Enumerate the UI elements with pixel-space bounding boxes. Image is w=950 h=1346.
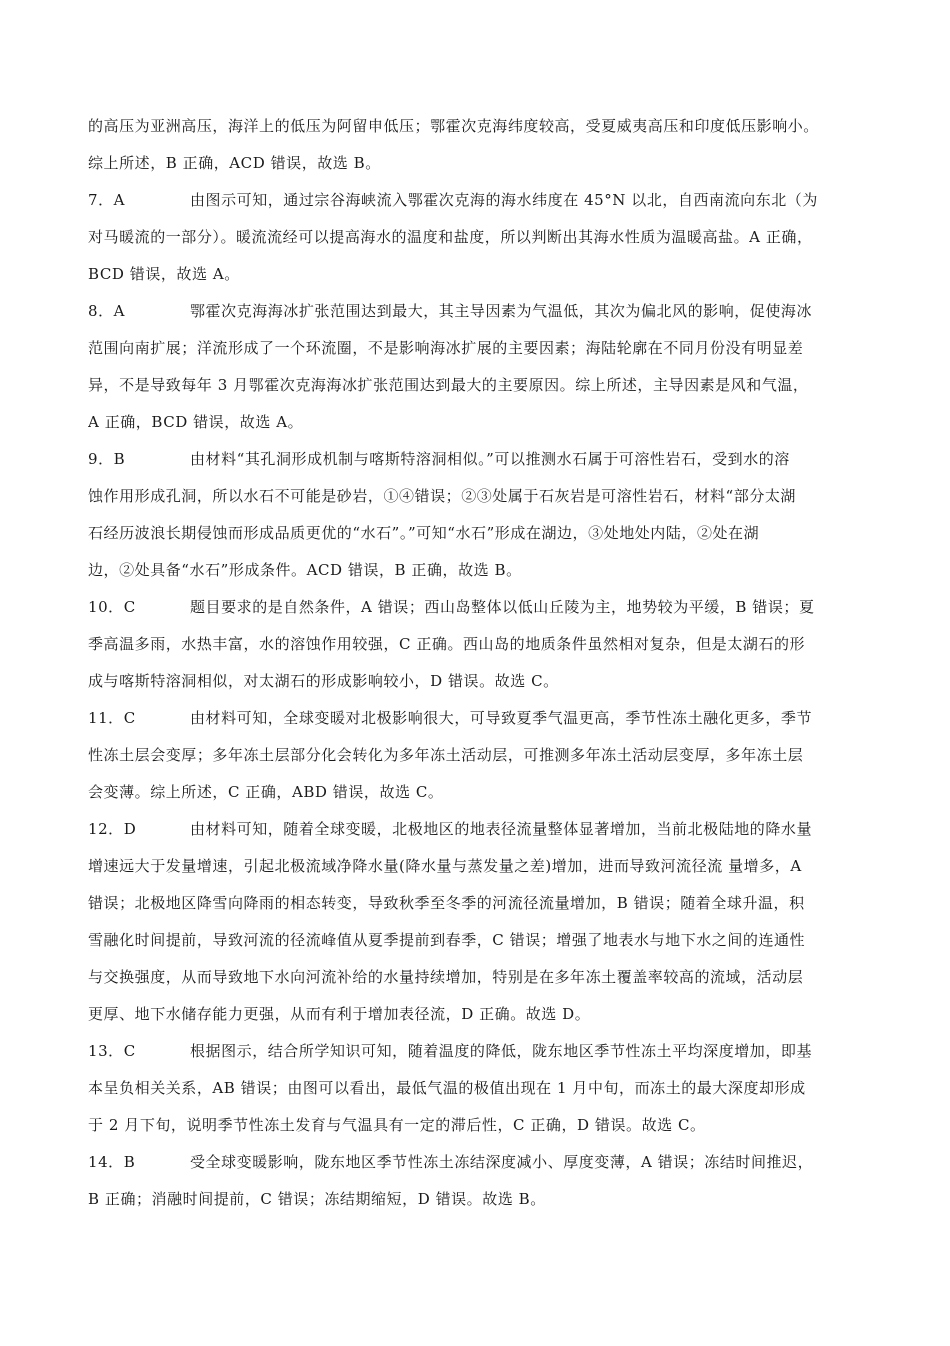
text-line: 异，不是导致每年 3 月鄂霍次克海海冰扩张范围达到最大的主要原因。综上所述，主导因素是风和气温， [88,376,809,394]
question-number: 9．B [88,450,126,468]
question-number: 13．C [88,1042,136,1060]
text-line: BCD 错误，故选 A。 [88,265,240,283]
text-line: 增速远大于发量增速，引起北极流域净降水量(降水量与蒸发量之差)增加，进而导致河流径流 量增多，A [88,857,802,875]
text-line: 范围向南扩展；洋流形成了一个环流圈，不是影响海冰扩展的主要因素；海陆轮廓在不同月份没有明显差 [88,339,804,357]
lead-paragraph [88,108,870,182]
answer-item [88,182,870,293]
explanation-text: 题目要求的是自然条件，A 错误；西山岛整体以低山丘陵为主，地势较为平缓，B 错误；夏 [190,598,815,616]
text-line [88,1144,870,1181]
text-line: 于 2 月下旬，说明季节性冻土发育与气温具有一定的滞后性，C 正确，D 错误。故选 C。 [88,1116,706,1134]
explanation-text: 鄂霍次克海海冰扩张范围达到最大，其主导因素为气温低，其次为偏北风的影响，促使海冰 [190,302,813,320]
text-line: 本呈负相关关系，AB 错误；由图可以看出，最低气温的极值出现在 1 月中旬，而冻土的最大深度却形成 [88,1079,806,1097]
text-line: 雪融化时间提前，导致河流的径流峰值从夏季提前到春季，C 错误；增强了地表水与地下水之间的连通性 [88,931,806,949]
answer-item [88,1144,870,1218]
answer-item [88,700,870,811]
answer-item [88,589,870,700]
text-line: 成与喀斯特溶洞相似，对太湖石的形成影响较小，D 错误。故选 C。 [88,672,559,690]
document-page [88,108,870,1218]
answer-item [88,1033,870,1144]
question-number: 8．A [88,302,126,320]
text-line [88,293,870,330]
text-line [88,441,870,478]
explanation-text: 受全球变暖影响，陇东地区季节性冻土冻结深度减小、厚度变薄，A 错误；冻结时间推迟， [190,1153,814,1171]
question-number: 7．A [88,191,126,209]
text-line: 蚀作用形成孔洞，所以水石不可能是砂岩，①④错误；②③处属于石灰岩是可溶性岩石，材料“部分太湖 [88,487,796,505]
text-line: 的高压为亚洲高压，海洋上的低压为阿留申低压；鄂霍次克海纬度较高，受夏威夷高压和印度低压影响小。 [88,117,819,135]
question-number: 12．D [88,820,137,838]
text-line [88,182,870,219]
text-line: 边，②处具备“水石”形成条件。ACD 错误，B 正确，故选 B。 [88,561,522,579]
text-line [88,811,870,848]
question-number: 10．C [88,598,136,616]
text-line: 石经历波浪长期侵蚀而形成品质更优的“水石”。”可知“水石”形成在湖边，③处地处内陆，②处在湖 [88,524,760,542]
explanation-text: 根据图示，结合所学知识可知，随着温度的降低，陇东地区季节性冻土平均深度增加，即基 [190,1042,813,1060]
explanation-text: 由材料可知，全球变暖对北极影响很大，可导致夏季气温更高，季节性冻土融化更多，季节 [190,709,813,727]
answer-item [88,293,870,441]
answer-item [88,811,870,1033]
text-line: 季高温多雨，水热丰富，水的溶蚀作用较强，C 正确。西山岛的地质条件虽然相对复杂，但是太湖石的形 [88,635,806,653]
text-line [88,589,870,626]
text-line: 错误；北极地区降雪向降雨的相态转变，导致秋季至冬季的河流径流量增加，B 错误；随着全球升温，积 [88,894,805,912]
text-line: 综上所述，B 正确，ACD 错误，故选 B。 [88,154,381,172]
text-line: 更厚、地下水储存能力更强，从而有利于增加表径流，D 正确。故选 D。 [88,1005,591,1023]
answer-list [88,182,870,1218]
text-line: 与交换强度，从而导致地下水向河流补给的水量持续增加，特别是在多年冻土覆盖率较高的流域，活动层 [88,968,804,986]
text-line [88,1033,870,1070]
text-line [88,700,870,737]
explanation-text: 由图示可知，通过宗谷海峡流入鄂霍次克海的海水纬度在 45°N 以北，自西南流向东北（为 [190,191,818,209]
explanation-text: 由材料“其孔洞形成机制与喀斯特溶洞相似。”可以推测水石属于可溶性岩石，受到水的溶 [190,450,790,468]
question-number: 14．B [88,1153,136,1171]
text-line: 对马暖流的一部分）。暖流流经可以提高海水的温度和盐度，所以判断出其海水性质为温暖高盐。A 正确， [88,228,813,246]
question-number: 11．C [88,709,136,727]
text-line: 性冻土层会变厚；多年冻土层部分化会转化为多年冻土活动层，可推测多年冻土活动层变厚，多年冻土层 [88,746,804,764]
explanation-text: 由材料可知，随着全球变暖，北极地区的地表径流量整体显著增加，当前北极陆地的降水量 [190,820,813,838]
text-line: A 正确，BCD 错误，故选 A。 [88,413,304,431]
text-line: B 正确；消融时间提前，C 错误；冻结期缩短，D 错误。故选 B。 [88,1190,546,1208]
answer-item [88,441,870,589]
text-line: 会变薄。综上所述，C 正确，ABD 错误，故选 C。 [88,783,444,801]
